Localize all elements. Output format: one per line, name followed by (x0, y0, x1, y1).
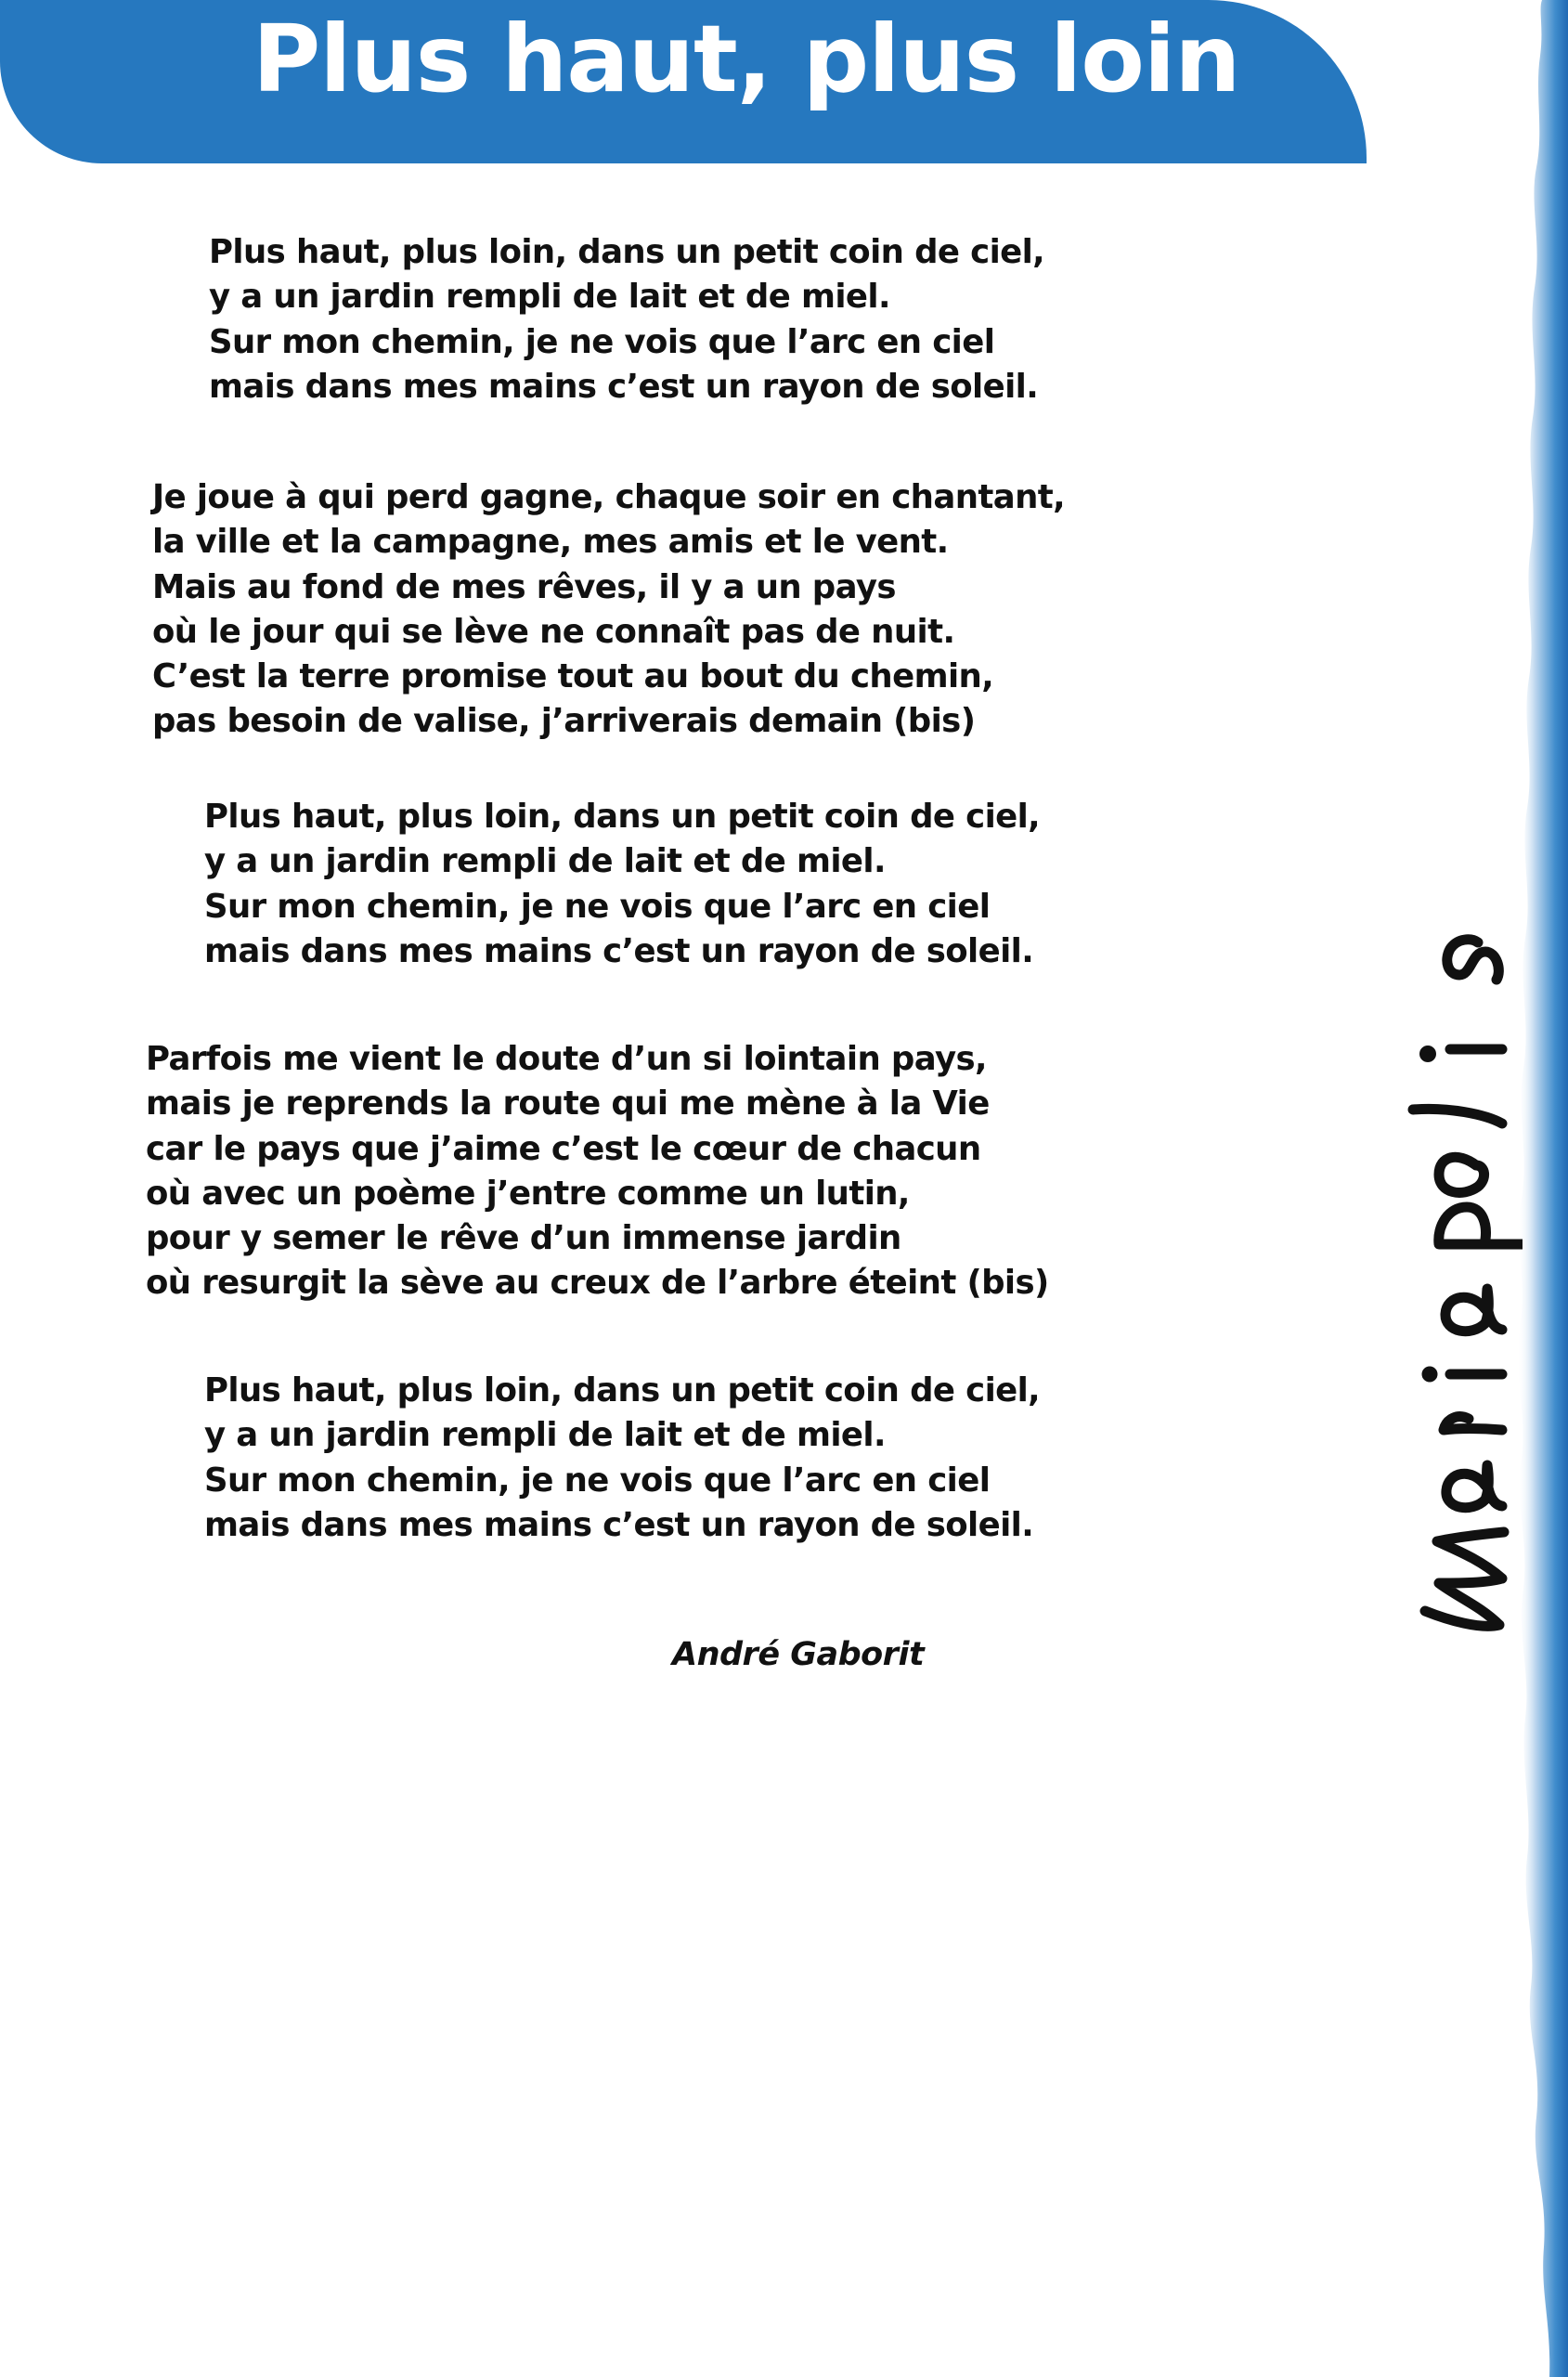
stanza-refrain-3 (204, 1369, 1040, 1548)
poem-line: Plus haut, plus loin, dans un petit coin de ciel, (204, 798, 1041, 836)
poem-line: où le jour qui se lève ne connaît pas de nuit. (152, 612, 955, 651)
poem-line: pas besoin de valise, j’arriverais demain (bis) (152, 702, 976, 741)
poem-line: la ville et la campagne, mes amis et le vent. (152, 523, 949, 562)
poem-line: où resurgit la sève au creux de l’arbre éteint (bis) (146, 1264, 1049, 1303)
poem-line: y a un jardin rempli de lait et de miel. (204, 842, 886, 881)
poem-line: Plus haut, plus loin, dans un petit coin de ciel, (209, 233, 1045, 271)
poem-line: pour y semer le rêve d’un immense jardin (146, 1219, 901, 1258)
stanza-verse-1 (152, 475, 1065, 745)
mariapolis-signature (1393, 743, 1523, 1643)
poem-line: C’est la terre promise tout au bout du chemin, (152, 657, 994, 696)
poem-line: y a un jardin rempli de lait et de miel. (204, 1416, 886, 1455)
stanza-refrain-2 (204, 795, 1040, 974)
poem-line: mais je reprends la route qui me mène à la Vie (146, 1085, 990, 1124)
poem-line: Sur mon chemin, je ne vois que l’arc en ciel (209, 322, 995, 361)
page-title: Plus haut, plus loin (253, 5, 1240, 113)
poem-line: car le pays que j’aime c’est le cœur de chacun (146, 1129, 981, 1168)
poem-line: où avec un poème j’entre comme un lutin, (146, 1174, 910, 1213)
stanza-refrain-1 (209, 230, 1044, 409)
poem-line: mais dans mes mains c’est un rayon de soleil. (204, 931, 1034, 970)
poem-line: mais dans mes mains c’est un rayon de soleil. (204, 1505, 1034, 1544)
poem-line: Plus haut, plus loin, dans un petit coin de ciel, (204, 1371, 1041, 1409)
poem-line: Sur mon chemin, je ne vois que l’arc en ciel (204, 887, 991, 926)
poem-line: mais dans mes mains c’est un rayon de soleil. (209, 367, 1039, 406)
poem-line: Sur mon chemin, je ne vois que l’arc en ciel (204, 1461, 991, 1500)
poem-line: Mais au fond de mes rêves, il y a un pays (152, 567, 896, 606)
stanza-verse-2 (146, 1037, 1049, 1306)
poem-line: y a un jardin rempli de lait et de miel. (209, 278, 890, 317)
header-banner (0, 0, 1367, 163)
poem-line: Parfois me vient le doute d’un si lointain pays, (146, 1040, 987, 1078)
poem-line: Je joue à qui perd gagne, chaque soir en chantant, (152, 478, 1066, 516)
author-name: André Gaborit (672, 1636, 925, 1673)
